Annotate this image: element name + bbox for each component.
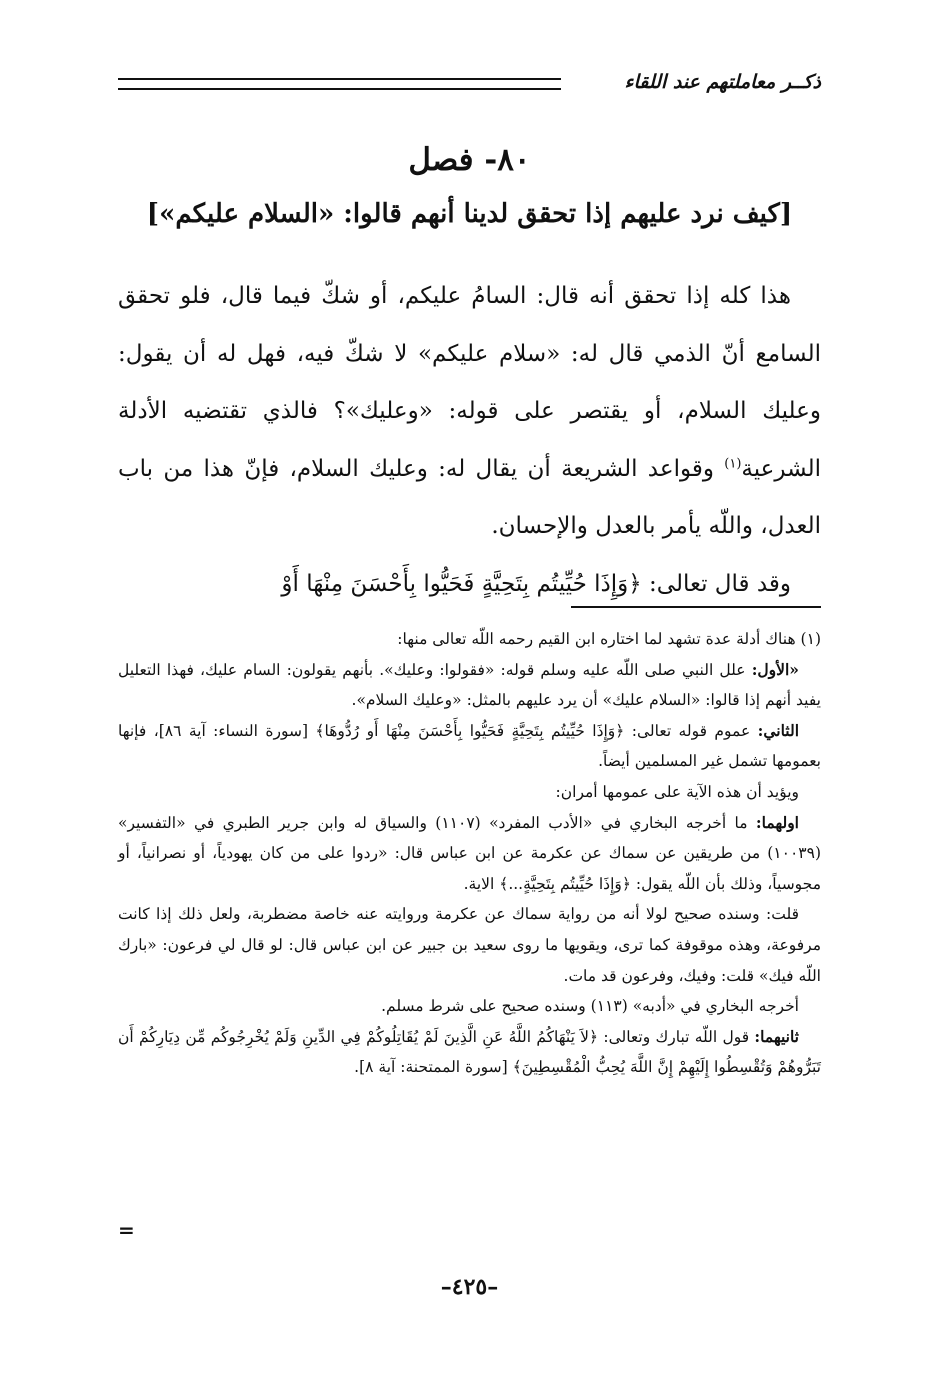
continuation-mark: = bbox=[118, 1218, 135, 1242]
body-text-segment: هذا كله إذا تحقق أنه قال: السامُ عليكم، أو شكّ فيما قال، فلو تحقق السامع أنّ الذمي قال له: «سلام عليكم» لا شكّ فيه، فهل له أن يقول: وعليك السلام، أو يقتصر على قوله: «وعليك»؟ فالذي تقتضيه الأدلة الشرعية bbox=[118, 283, 821, 482]
point-label: الثاني: bbox=[757, 720, 800, 740]
footnotes bbox=[118, 624, 821, 1083]
footnote-separator bbox=[571, 606, 821, 608]
footnote-intro: (١) هناك أدلة عدة تشهد لما اختاره ابن القيم رحمه اللّه تعالى منها: bbox=[397, 630, 821, 648]
footnote-reference: (١) bbox=[724, 456, 742, 472]
chapter-title: [كيف نرد عليهم إذا تحقق لدينا أنهم قالوا: «السلام عليكم»] bbox=[146, 199, 793, 229]
point-text: عموم قوله تعالى: ﴿وَإِذَا حُيِّيتُم بِتَحِيَّةٍ فَحَيُّوا بِأَحْسَنَ مِنْهَا أَو رُدُّوهَا﴾ [سورة النساء: آية ٨٦]، فإنها بعمومها تشمل غير المسلمين أيضاً. bbox=[118, 721, 821, 771]
point-text: ما أخرجه البخاري في «الأدب المفرد» (١١٠٧) والسياق له وابن جرير الطبري في «التفسير» (١٠٠٣٩) من طريقين عن سماك عن عكرمة عن ابن عباس قال: «ردوا على من كان يهودياً، أو نصرانياً، أو مجوسياً، وذلك بأن اللّه يقول: ﴿وَإِذَا حُيِّيتُم بِتَحِيَّةٍ...﴾ الاية. bbox=[118, 813, 821, 893]
running-title: ذكــر معاملتهم عند اللقاء bbox=[617, 70, 821, 94]
header-double-rule bbox=[118, 78, 561, 90]
point-label: «الأول: bbox=[751, 659, 799, 679]
point-text: علل النبي صلى اللّه عليه وسلم قوله: «فقولوا: وعليك». بأنهم يقولون: السام عليك، فهذا التعليل يفيد أنهم إذا قالوا: «السلام عليك» أن يرد عليهم بالمثل: «وعليك السلام». bbox=[118, 660, 821, 710]
footnote-point bbox=[118, 1022, 821, 1083]
footnote-point bbox=[118, 716, 821, 777]
point-text: قول اللّه تبارك وتعالى: ﴿لاَ يَنْهَاكُمُ اللَّهُ عَنِ الَّذِينَ لَمْ يُقَاتِلُوكُمْ فِي الدِّينِ وَلَمْ يُخْرِجُوكُم مِّن دِيَارِكُمْ أَن تَبَرُّوهُمْ وَتُقْسِطُوا إِلَيْهِمْ إِنَّ اللَّهَ يُحِبُّ الْمُقْسِطِينَ﴾ [سورة الممتحنة: آية ٨]. bbox=[118, 1027, 821, 1077]
point-label: اولهما: bbox=[755, 812, 799, 832]
body-paragraph: وقد قال تعالى: ﴿وَإِذَا حُيِّيتُم بِتَحِيَّةٍ فَحَيُّوا بِأَحْسَنَ مِنْهَا أَوْ bbox=[281, 570, 791, 597]
page-number: –٤٢٥– bbox=[440, 1274, 499, 1300]
main-text bbox=[118, 268, 821, 614]
footnote-point bbox=[118, 655, 821, 716]
point-label: ثانيهما: bbox=[754, 1026, 799, 1046]
running-header bbox=[118, 70, 821, 94]
body-paragraph bbox=[118, 268, 821, 556]
footnote-line: أخرجه البخاري في «أدبه» (١١٣) وسنده صحيح على شرط مسلم. bbox=[381, 997, 799, 1016]
footnote-point bbox=[118, 808, 821, 900]
footnote-line: ويؤيد أن هذه الآية على عمومها أمران: bbox=[555, 782, 799, 801]
body-text-segment: وقواعد الشريعة أن يقال له: وعليك السلام، فإنّ هذا من باب العدل، واللّه يأمر بالعدل والإحسان. bbox=[118, 455, 821, 540]
chapter-number: ٨٠- فصل bbox=[408, 142, 531, 178]
footnote-line: قلت: وسنده صحيح لولا أنه من رواية سماك عن عكرمة وروايته عنه خاصة مضطربة، ولعل ذلك إذا كانت مرفوعة، وهذه موقوفة كما ترى، ويقويها ما روى سعيد بن جبير عن ابن عباس قال: لو قال لي فرعون: «بارك اللّه فيك» قلت: وفيك، وفرعون قد مات. bbox=[118, 905, 821, 985]
